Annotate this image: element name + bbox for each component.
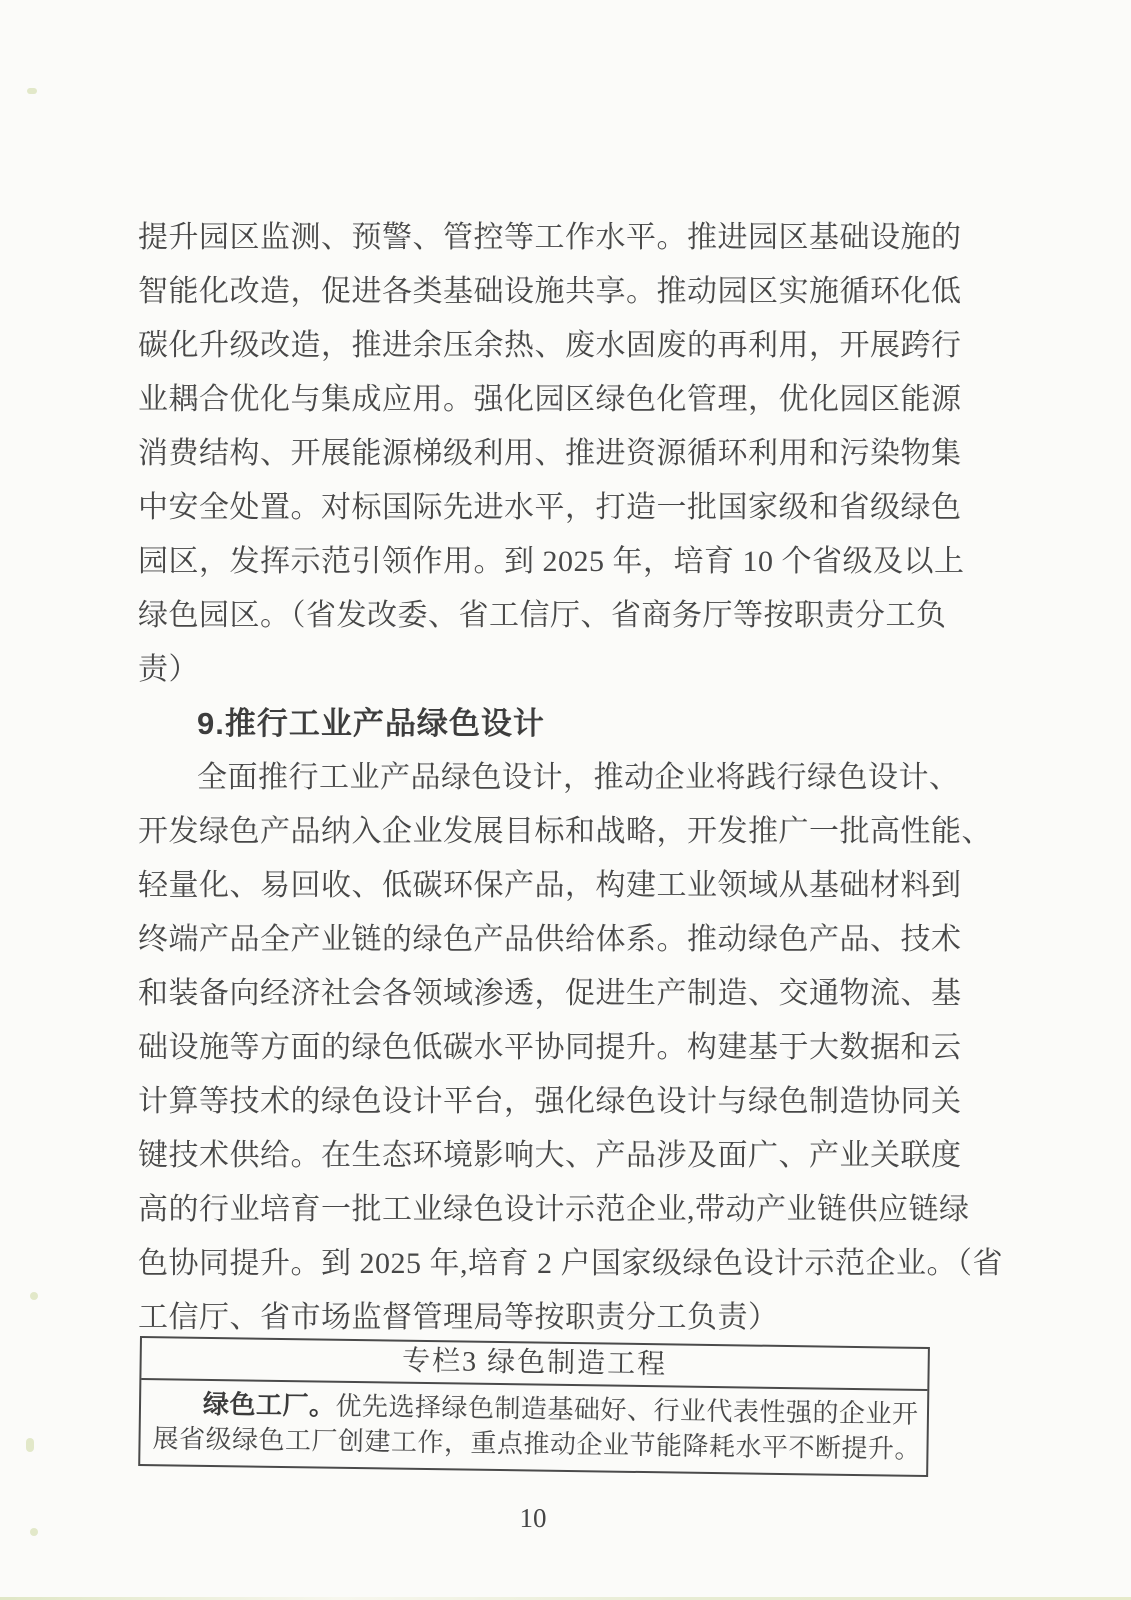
text-line: 业耦合优化与集成应用。强化园区绿色化管理，优化园区能源 [138,383,962,416]
main-text-column [138,211,1003,1345]
scan-speck [26,1438,34,1452]
text-line: 轻量化、易回收、低碳环保产品，构建工业领域从基础材料到 [138,869,962,902]
box-lead-green-factory: 绿色工厂。 [202,1388,336,1421]
text-line: 消费结构、开展能源梯级利用、推进资源循环利用和污染物集 [138,437,962,470]
paragraph-green-parks [138,211,965,697]
scan-speck [30,1528,38,1536]
paragraph-green-design [138,751,1003,1345]
text-line: 键技术供给。在生态环境影响大、产品涉及面广、产业关联度 [138,1139,962,1172]
text-line: 提升园区监测、预警、管控等工作水平。推进园区基础设施的 [138,221,962,254]
text-line: 终端产品全产业链的绿色产品供给体系。推动绿色产品、技术 [138,923,962,956]
text-line: 开发绿色产品纳入企业发展目标和战略，开发推广一批高性能、 [138,815,992,848]
text-line: 计算等技术的绿色设计平台，强化绿色设计与绿色制造协同关 [138,1085,962,1118]
section-heading-9: 9.推行工业产品绿色设计 [197,706,545,741]
scan-speck [27,88,37,94]
text-line: 碳化升级改造，推进余压余热、废水固废的再利用，开展跨行 [138,329,962,362]
page-number: 10 [519,1503,547,1533]
text-line: 工信厅、省市场监督管理局等按职责分工负责） [138,1301,779,1334]
box-green-manufacturing-project [138,1336,930,1477]
text-line: 和装备向经济社会各领域渗透，促进生产制造、交通物流、基 [138,977,962,1010]
text-line: 园区，发挥示范引领作用。到 2025 年，培育 10 个省级及以上 [138,545,965,578]
text-line: 中安全处置。对标国际先进水平，打造一批国家级和省级绿色 [138,491,962,524]
text-line: 智能化改造，促进各类基础设施共享。推动园区实施循环化低 [138,275,962,308]
text-line: 绿色园区。（省发改委、省工信厅、省商务厅等按职责分工负 [138,599,947,632]
box-body [140,1380,927,1475]
text-line: 高的行业培育一批工业绿色设计示范企业,带动产业链供应链绿 [138,1193,970,1226]
text-line: 全面推行工业产品绿色设计，推动企业将践行绿色设计、 [197,761,960,794]
box-title: 专栏3 绿色制造工程 [141,1338,928,1391]
text-line: 色协同提升。到 2025 年,培育 2 户国家级绿色设计示范企业。（省 [138,1247,1003,1280]
box-text-line: 展省级绿色工厂创建工作，重点推动企业节能降耗水平不断提升。 [152,1424,922,1464]
box-text: 优先选择绿色制造基础好、行业代表性强的企业开 [335,1391,919,1429]
text-line: 础设施等方面的绿色低碳水平协同提升。构建基于大数据和云 [138,1031,962,1064]
scan-speck [30,1292,38,1300]
text-line: 责） [138,653,199,686]
